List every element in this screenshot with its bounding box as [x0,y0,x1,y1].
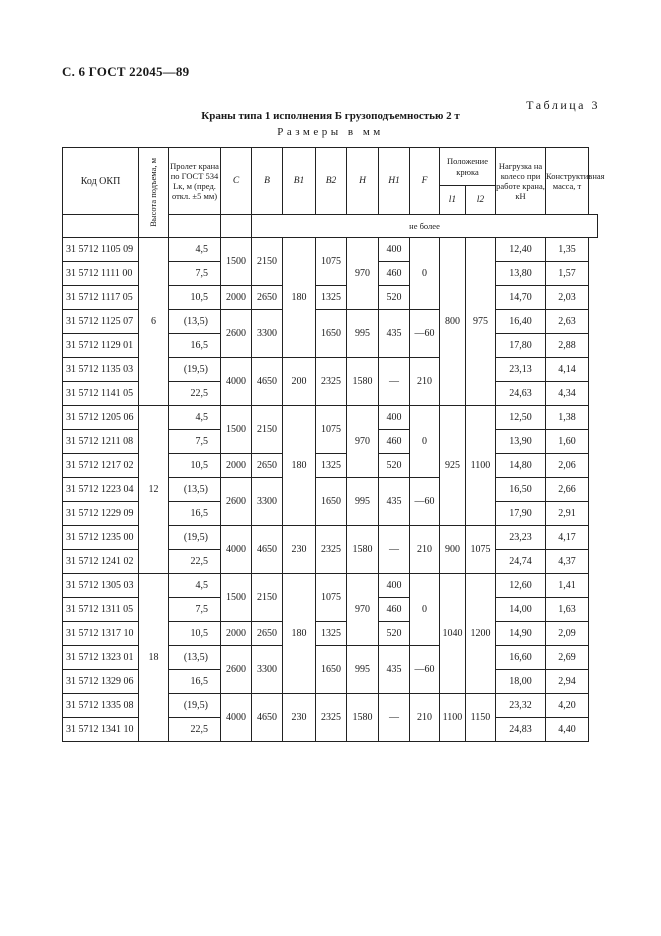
cell-mass: 4,40 [546,718,589,742]
cell-span: 7,5 [169,430,221,454]
table-title: Краны типа 1 исполнения Б грузоподъемностью 2 т [201,110,460,122]
cell-load: 14,70 [496,286,546,310]
cell-mass: 2,03 [546,286,589,310]
cell-c: 2000 [221,622,252,646]
cell-span: (13,5) [169,478,221,502]
cell-h1: — [379,694,410,742]
cell-c: 2000 [221,286,252,310]
cell-b1: 230 [283,526,316,574]
header-blank [221,215,252,238]
cell-load: 14,80 [496,454,546,478]
cell-span: 16,5 [169,334,221,358]
cell-load: 24,74 [496,550,546,574]
cell-code: 31 5712 1211 08 [63,430,139,454]
cell-h: 995 [347,478,379,526]
cell-code: 31 5712 1305 03 [63,574,139,598]
crane-table [62,147,605,742]
cell-l2: 1075 [466,526,496,574]
cell-h: 995 [347,646,379,694]
cell-b2: 1325 [316,454,347,478]
cell-f: —60 [410,646,440,694]
cell-c: 1500 [221,406,252,454]
cell-b: 2150 [252,238,283,286]
cell-mass: 4,20 [546,694,589,718]
cell-span: 10,5 [169,286,221,310]
cell-h1: 460 [379,430,410,454]
cell-c: 4000 [221,358,252,406]
cell-height: 12 [139,406,169,574]
cell-h1: 435 [379,646,410,694]
header-mass: Конструктивная масса, т [546,148,589,215]
header-load: Нагрузка на колесо при работе крана, кН [496,148,546,215]
cell-code: 31 5712 1205 06 [63,406,139,430]
cell-c: 4000 [221,526,252,574]
cell-load: 18,00 [496,670,546,694]
cell-load: 13,90 [496,430,546,454]
cell-span: (19,5) [169,694,221,718]
cell-b2: 1075 [316,406,347,454]
cell-b1: 200 [283,358,316,406]
page-header: С. 6 ГОСТ 22045—89 [62,64,190,79]
cell-span: 7,5 [169,262,221,286]
cell-mass: 1,57 [546,262,589,286]
cell-span: (13,5) [169,310,221,334]
header-h: H [347,148,379,215]
cell-b: 2650 [252,622,283,646]
cell-code: 31 5712 1317 10 [63,622,139,646]
cell-h1: 520 [379,622,410,646]
cell-code: 31 5712 1141 05 [63,382,139,406]
cell-f: 0 [410,406,440,478]
cell-code: 31 5712 1217 02 [63,454,139,478]
header-code: Код ОКП [63,148,139,215]
header-b: B [252,148,283,215]
cell-l2: 1150 [466,694,496,742]
cell-load: 12,50 [496,406,546,430]
cell-f: —60 [410,478,440,526]
cell-span: 10,5 [169,622,221,646]
cell-b2: 2325 [316,526,347,574]
cell-f: 0 [410,238,440,310]
cell-code: 31 5712 1111 00 [63,262,139,286]
cell-h1: 400 [379,574,410,598]
cell-b: 2150 [252,406,283,454]
cell-code: 31 5712 1129 01 [63,334,139,358]
cell-mass: 2,94 [546,670,589,694]
header-hook-position: Положение крюка [440,148,496,186]
cell-code: 31 5712 1329 06 [63,670,139,694]
cell-h: 970 [347,574,379,646]
cell-h: 1580 [347,358,379,406]
cell-h: 970 [347,406,379,478]
cell-code: 31 5712 1135 03 [63,358,139,382]
cell-span: 4,5 [169,406,221,430]
cell-mass: 2,63 [546,310,589,334]
cell-mass: 2,69 [546,646,589,670]
header-not-more: не более [252,215,598,238]
cell-h1: 460 [379,598,410,622]
cell-mass: 2,91 [546,502,589,526]
cell-c: 2600 [221,310,252,358]
cell-h1: — [379,526,410,574]
cell-code: 31 5712 1341 10 [63,718,139,742]
cell-span: (13,5) [169,646,221,670]
header-l2: l2 [466,186,496,215]
cell-load: 23,32 [496,694,546,718]
cell-code: 31 5712 1241 02 [63,550,139,574]
cell-b2: 1075 [316,574,347,622]
cell-span: 22,5 [169,382,221,406]
cell-h1: 400 [379,238,410,262]
cell-b2: 1325 [316,622,347,646]
cell-load: 12,60 [496,574,546,598]
cell-f: 210 [410,358,440,406]
cell-mass: 2,09 [546,622,589,646]
cell-span: 10,5 [169,454,221,478]
cell-b: 2150 [252,574,283,622]
table-body [63,238,598,742]
cell-b2: 1075 [316,238,347,286]
cell-b1: 180 [283,574,316,694]
cell-mass: 4,17 [546,526,589,550]
cell-load: 14,90 [496,622,546,646]
cell-span: 7,5 [169,598,221,622]
cell-load: 24,63 [496,382,546,406]
cell-f: 210 [410,526,440,574]
cell-h1: 520 [379,286,410,310]
cell-span: 4,5 [169,574,221,598]
header-f: F [410,148,440,215]
cell-code: 31 5712 1323 01 [63,646,139,670]
cell-span: 22,5 [169,718,221,742]
cell-load: 16,60 [496,646,546,670]
cell-h: 1580 [347,694,379,742]
cell-mass: 4,14 [546,358,589,382]
cell-h1: 460 [379,262,410,286]
cell-b1: 180 [283,238,316,358]
cell-f: —60 [410,310,440,358]
cell-load: 16,50 [496,478,546,502]
cell-h1: 400 [379,406,410,430]
cell-code: 31 5712 1229 09 [63,502,139,526]
cell-load: 12,40 [496,238,546,262]
header-height: Высота подъема, м [139,148,169,238]
cell-l1: 800 [440,238,466,406]
table-row [63,406,598,430]
cell-code: 31 5712 1117 05 [63,286,139,310]
cell-b2: 2325 [316,358,347,406]
cell-l1: 925 [440,406,466,526]
cell-load: 13,80 [496,262,546,286]
cell-mass: 1,38 [546,406,589,430]
cell-code: 31 5712 1125 07 [63,310,139,334]
cell-load: 23,13 [496,358,546,382]
cell-mass: 1,63 [546,598,589,622]
cell-c: 2000 [221,454,252,478]
cell-h: 995 [347,310,379,358]
header-span: Пролет крана по ГОСТ 534 Lк, м (пред. откл. ±5 мм) [169,148,221,215]
table-row [63,238,598,262]
cell-mass: 2,88 [546,334,589,358]
cell-span: 22,5 [169,550,221,574]
header-b1: B1 [283,148,316,215]
cell-load: 16,40 [496,310,546,334]
cell-mass: 1,35 [546,238,589,262]
cell-b: 4650 [252,526,283,574]
cell-l2: 975 [466,238,496,406]
cell-c: 1500 [221,574,252,622]
cell-l2: 1100 [466,406,496,526]
cell-mass: 2,66 [546,478,589,502]
table-label: Таблица 3 [526,98,600,112]
cell-c: 2600 [221,646,252,694]
cell-h: 970 [347,238,379,310]
cell-c: 2600 [221,478,252,526]
header-b2: B2 [316,148,347,215]
cell-c: 1500 [221,238,252,286]
cell-b: 2650 [252,454,283,478]
cell-b1: 180 [283,406,316,526]
cell-h1: 435 [379,478,410,526]
cell-b2: 1325 [316,286,347,310]
cell-load: 17,80 [496,334,546,358]
cell-span: (19,5) [169,358,221,382]
cell-span: 16,5 [169,502,221,526]
cell-h: 1580 [347,526,379,574]
cell-b: 3300 [252,310,283,358]
units-caption: Размеры в мм [277,126,384,138]
cell-l1: 900 [440,526,466,574]
cell-load: 14,00 [496,598,546,622]
cell-b: 3300 [252,478,283,526]
cell-b: 4650 [252,358,283,406]
cell-code: 31 5712 1335 08 [63,694,139,718]
header-l1: l1 [440,186,466,215]
cell-mass: 2,06 [546,454,589,478]
cell-mass: 4,37 [546,550,589,574]
cell-f: 0 [410,574,440,646]
cell-height: 18 [139,574,169,742]
cell-code: 31 5712 1223 04 [63,478,139,502]
cell-l1: 1040 [440,574,466,694]
header-c: C [221,148,252,215]
cell-span: 4,5 [169,238,221,262]
cell-l2: 1200 [466,574,496,694]
cell-h1: 435 [379,310,410,358]
cell-b2: 1650 [316,646,347,694]
cell-b: 2650 [252,286,283,310]
cell-h1: 520 [379,454,410,478]
header-h1: H1 [379,148,410,215]
cell-b: 4650 [252,694,283,742]
cell-h1: — [379,358,410,406]
cell-load: 24,83 [496,718,546,742]
cell-b1: 230 [283,694,316,742]
cell-span: (19,5) [169,526,221,550]
cell-load: 23,23 [496,526,546,550]
cell-f: 210 [410,694,440,742]
cell-l1: 1100 [440,694,466,742]
cell-span: 16,5 [169,670,221,694]
cell-b: 3300 [252,646,283,694]
header-blank [169,215,221,238]
cell-mass: 1,60 [546,430,589,454]
cell-b2: 1650 [316,310,347,358]
table-row [63,574,598,598]
cell-b2: 1650 [316,478,347,526]
header-blank [63,215,139,238]
cell-mass: 1,41 [546,574,589,598]
cell-code: 31 5712 1311 05 [63,598,139,622]
cell-code: 31 5712 1105 09 [63,238,139,262]
cell-b2: 2325 [316,694,347,742]
cell-load: 17,90 [496,502,546,526]
cell-c: 4000 [221,694,252,742]
cell-code: 31 5712 1235 00 [63,526,139,550]
cell-height: 6 [139,238,169,406]
cell-mass: 4,34 [546,382,589,406]
